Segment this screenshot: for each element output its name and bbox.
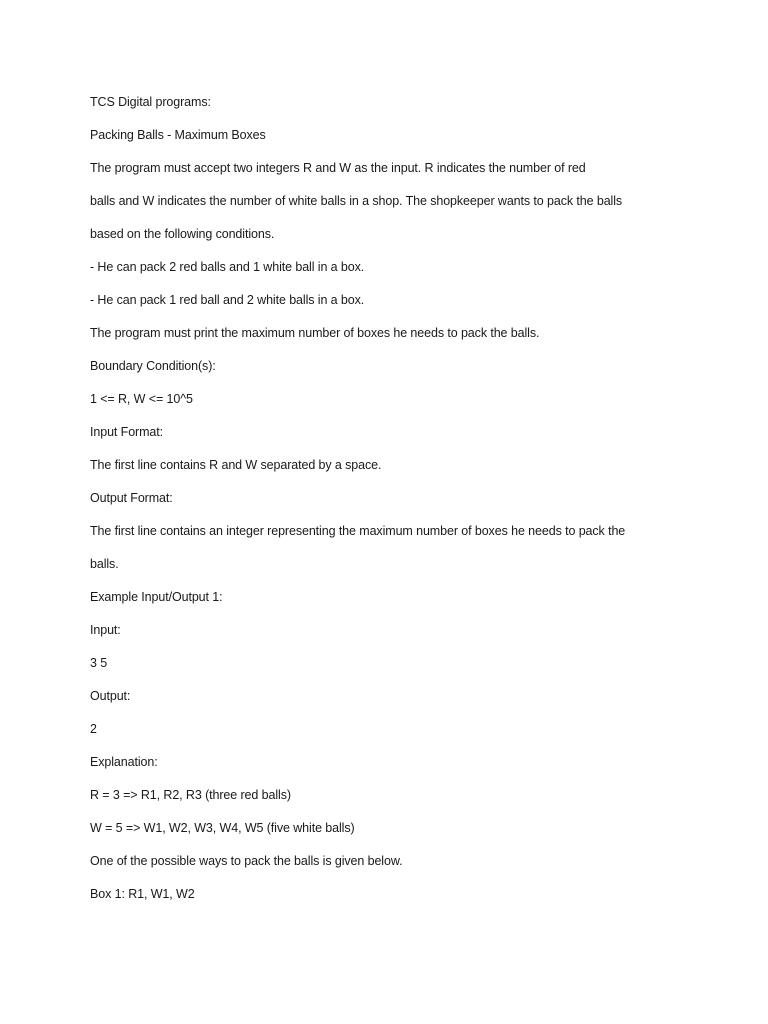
doc-heading: TCS Digital programs: [90,95,211,109]
condition-item: - He can pack 1 red ball and 2 white balls in a box. [90,293,365,307]
section-label: Example Input/Output 1: [90,590,223,604]
description-line: balls and W indicates the number of white balls in a shop. The shopkeeper wants to pack the balls [90,194,623,208]
condition-item: - He can pack 2 red balls and 1 white ball in a box. [90,260,365,274]
explanation-line: R = 3 => R1, R2, R3 (three red balls) [90,788,291,802]
section-label: Input Format: [90,425,164,439]
output-format-text: The first line contains an integer representing the maximum number of boxes he needs to pack the [90,524,626,538]
document-body [90,90,730,915]
explanation-line: Box 1: R1, W1, W2 [90,887,195,901]
section-label: Input: [90,623,121,637]
explanation-line: One of the possible ways to pack the balls is given below. [90,854,403,868]
description-line: The program must accept two integers R and W as the input. R indicates the number of red [90,161,586,175]
section-label: Output Format: [90,491,173,505]
explanation-line: W = 5 => W1, W2, W3, W4, W5 (five white balls) [90,821,355,835]
input-format-text: The first line contains R and W separated by a space. [90,458,382,472]
output-format-text: balls. [90,557,119,571]
description-line: The program must print the maximum number of boxes he needs to pack the balls. [90,326,540,340]
problem-title: Packing Balls - Maximum Boxes [90,128,266,142]
section-label: Boundary Condition(s): [90,359,216,373]
example-output-value: 2 [90,722,97,736]
description-line: based on the following conditions. [90,227,275,241]
boundary-value: 1 <= R, W <= 10^5 [90,392,193,406]
example-input-value: 3 5 [90,656,108,670]
section-label: Output: [90,689,131,703]
section-label: Explanation: [90,755,158,769]
